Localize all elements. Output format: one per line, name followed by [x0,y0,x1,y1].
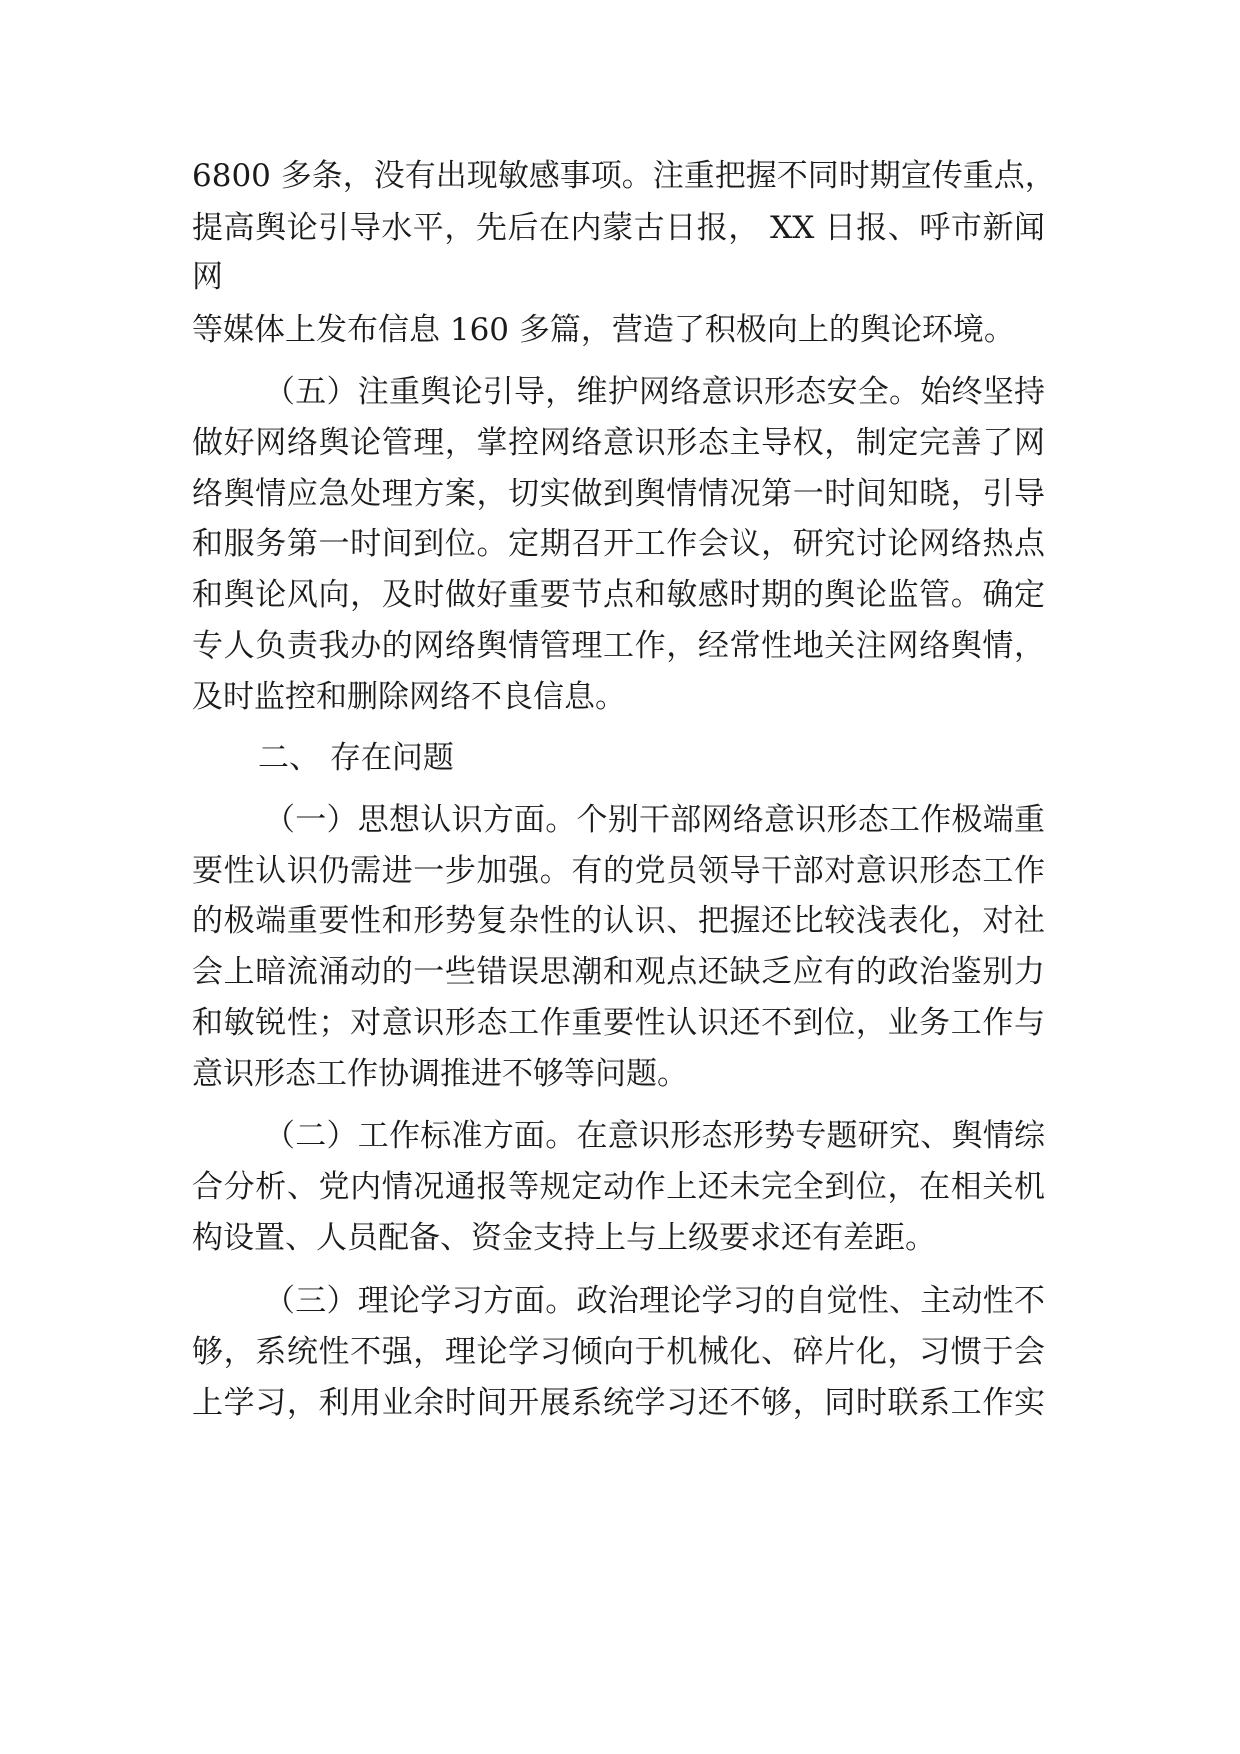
paragraph-line: 和舆论风向，及时做好重要节点和敏感时期的舆论监管。确定 [192,577,1045,613]
paragraph-line: 提高舆论引导水平，先后在内蒙古日报， XX 日报、呼市新闻 [192,210,1045,246]
paragraph-line: 及时监控和删除网络不良信息。 [192,679,626,715]
paragraph-line: 上学习，利用业余时间开展系统学习还不够，同时联系工作实 [192,1385,1045,1421]
section-heading: 二、 存在问题 [258,740,454,776]
paragraph-line: （五）注重舆论引导，维护网络意识形态安全。始终坚持 [264,374,1045,410]
paragraph-line: 构设置、人员配备、资金支持上与上级要求还有差距。 [192,1220,936,1256]
paragraph-line: （二）工作标准方面。在意识形态形势专题研究、舆情综 [264,1118,1045,1154]
paragraph-line: 会上暗流涌动的一些错误思潮和观点还缺乏应有的政治鉴别力 [192,954,1045,990]
paragraph-line: 要性认识仍需进一步加强。有的党员领导干部对意识形态工作 [192,853,1045,889]
paragraph-line: 够，系统性不强，理论学习倾向于机械化、碎片化，习惯于会 [192,1334,1045,1370]
paragraph-line: 和敏锐性；对意识形态工作重要性认识还不到位，业务工作与 [192,1005,1045,1041]
paragraph-line: 络舆情应急处理方案，切实做到舆情情况第一时间知晓，引导 [192,476,1045,512]
paragraph-line: 的极端重要性和形势复杂性的认识、把握还比较浅表化，对社 [192,903,1045,939]
paragraph-line: 专人负责我办的网络舆情管理工作，经常性地关注网络舆情， [192,628,1045,664]
paragraph-line: 意识形态工作协调推进不够等问题。 [192,1056,688,1092]
paragraph-line: 做好网络舆论管理，掌控网络意识形态主导权，制定完善了网 [192,425,1045,461]
paragraph-line: 6800 多条，没有出现敏感事项。注重把握不同时期宣传重点， [192,158,1056,194]
paragraph-line: （三）理论学习方面。政治理论学习的自觉性、主动性不 [264,1283,1045,1319]
paragraph-line: （一）思想认识方面。个别干部网络意识形态工作极端重 [264,802,1045,838]
paragraph-line: 和服务第一时间到位。定期召开工作会议，研究讨论网络热点 [192,526,1045,562]
paragraph-line: 网 [192,259,223,295]
paragraph-line: 合分析、党内情况通报等规定动作上还未完全到位，在相关机 [192,1169,1045,1205]
paragraph-line: 等媒体上发布信息 160 多篇，营造了积极向上的舆论环境。 [192,312,1015,348]
